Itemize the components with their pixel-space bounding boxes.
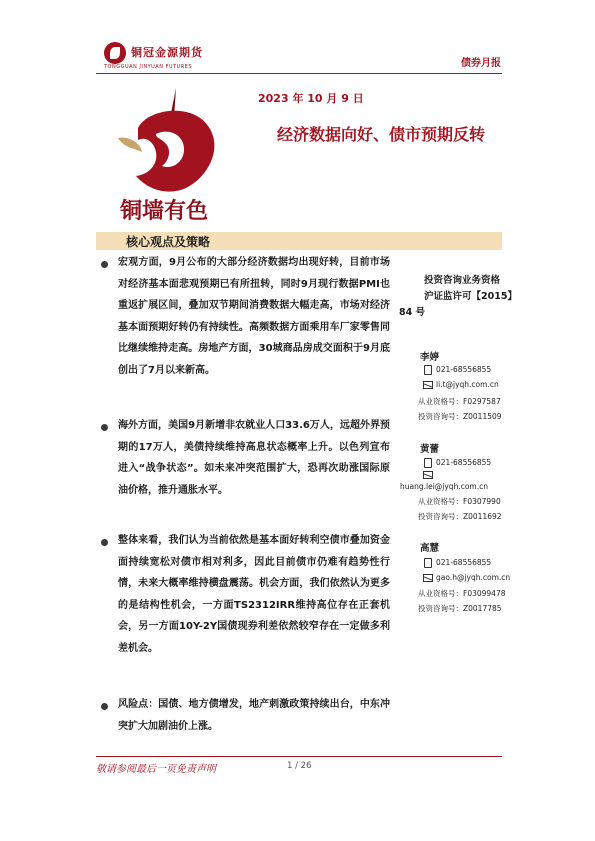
emblem-logo xyxy=(98,78,258,228)
analyst-qualification: 从业资格号：F0307990 xyxy=(418,497,501,506)
emblem-text: 铜墙有色 xyxy=(120,198,209,224)
analyst-name: 黄蕾 xyxy=(420,444,440,455)
bullet-paragraph: 海外方面，美国9月新增非农就业人口33.6万人，远超外界预期的17万人，美债持续维持高息状态概率上升。以色列宣布进入“战争状态”。如未来冲突范围扩大，恐再次助涨国际原油价格，推升通胀水平。 xyxy=(118,420,390,496)
disclaimer-note: 敬请参阅最后一页免责声明 xyxy=(96,764,216,775)
analyst-qualification: 从业资格号：F0297587 xyxy=(418,397,501,406)
phone-icon xyxy=(424,365,432,375)
bullet-paragraph: 宏观方面，9月公布的大部分经济数据均出现好转，目前市场对经济基本面悲观预期已有所扭转，同时9月现行数据PMI也重返扩展区间，叠加双节期间消费数据大幅走高，市场对经济基本面预期好转仍有持续性。高频数据方面乘用车厂家零售同比继续维持走高。房地产方面，30城商品房成交面积于9月底创出了7月以来新高。 xyxy=(118,257,390,376)
bullet-icon xyxy=(101,261,108,268)
bullet-paragraph: 风险点：国债、地方债增发，地产刺激政策持续出台，中东冲突扩大加剧油价上涨。 xyxy=(118,699,390,732)
company-name: 铜冠金源期货 xyxy=(131,46,203,59)
license-line-2: 沪证监许可【2015】 xyxy=(424,291,517,302)
license-line-3: 84 号 xyxy=(399,307,426,318)
license-line-1: 投资咨询业务资格 xyxy=(424,275,501,286)
page-number: 1 / 26 xyxy=(287,761,312,771)
bullet-icon xyxy=(101,703,108,710)
company-name-en: TONGGUAN JINYUAN FUTURES xyxy=(104,64,193,70)
report-type: 债券月报 xyxy=(461,58,501,69)
analyst-name: 高慧 xyxy=(420,543,440,554)
analyst-phone: 021-68556855 xyxy=(436,458,492,467)
header-divider xyxy=(96,73,502,74)
analyst-qualification: 从业资格号：F03099478 xyxy=(418,589,506,598)
phone-icon xyxy=(424,458,432,468)
footer-divider xyxy=(96,756,502,757)
analyst-email: huang.lei@jyqh.com.cn xyxy=(400,482,488,491)
section-title: 核心观点及策略 xyxy=(126,235,211,249)
analyst-consult-number: 投资咨询号：Z0017785 xyxy=(418,604,502,613)
mail-icon xyxy=(423,381,433,389)
analyst-phone: 021-68556855 xyxy=(436,365,492,374)
analyst-consult-number: 投资咨询号：Z0011509 xyxy=(418,412,502,421)
phone-icon xyxy=(424,558,432,568)
report-title: 经济数据向好、债市预期反转 xyxy=(277,125,486,144)
analyst-phone: 021-68556855 xyxy=(436,558,492,567)
bullet-paragraph: 整体来看，我们认为当前依然是基本面好转利空债市叠加资金面持续宽松对债市相对利多，因此目前债市仍难有趋势性行情，未来大概率维持横盘震荡。机会方面，我们依然认为更多的是结构性机会，一方面TS2312IRR维持高位存在正套机会，另一方面10Y-2Y国债现券利差依然较窄存在一定做多利差机会。 xyxy=(118,535,390,654)
bullet-icon xyxy=(101,424,108,431)
analyst-email: gao.h@jyqh.com.cn xyxy=(436,573,511,582)
analyst-name: 李婷 xyxy=(420,352,440,363)
bullet-icon xyxy=(101,539,108,546)
analyst-email: li.t@jyqh.com.cn xyxy=(436,380,499,389)
mail-icon xyxy=(423,471,433,479)
mail-icon xyxy=(423,574,433,582)
report-date: 2023 年 10 月 9 日 xyxy=(258,92,364,105)
company-logo-icon xyxy=(104,42,126,64)
analyst-consult-number: 投资咨询号：Z0011692 xyxy=(418,512,502,521)
